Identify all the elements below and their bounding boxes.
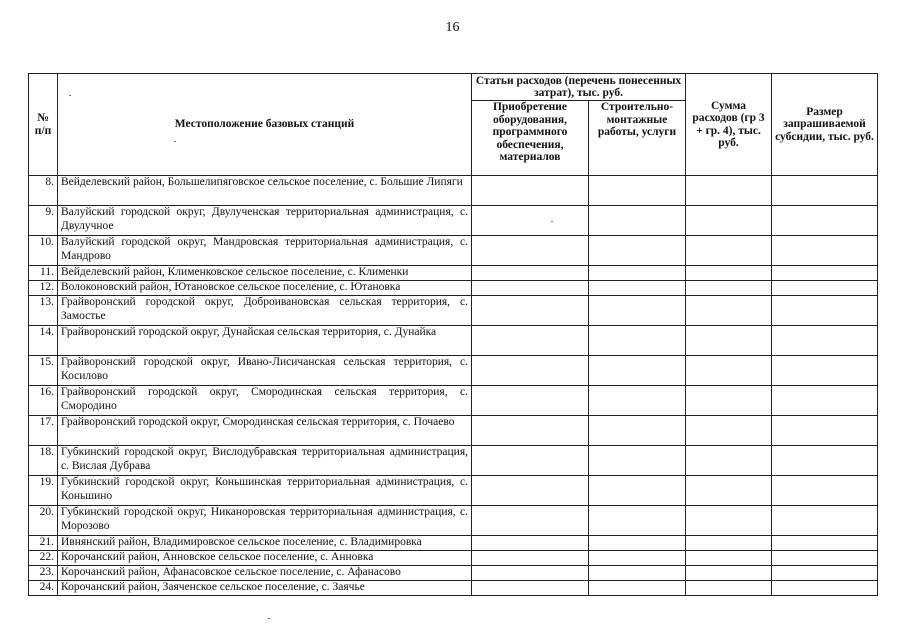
equipment-cell [472, 446, 589, 476]
construction-cell [589, 176, 686, 206]
total-cell [686, 326, 772, 356]
row-location: Корочанский район, Заяченское сельское поселение, с. Заячье [58, 581, 472, 596]
base-stations-table [28, 73, 878, 596]
header-equipment: Приобретение оборудования, программного обеспечения, материалов [472, 101, 589, 176]
table-row [29, 236, 878, 266]
page-number: 16 [445, 20, 460, 35]
table-row [29, 386, 878, 416]
subsidy-cell [772, 356, 878, 386]
total-cell [686, 236, 772, 266]
subsidy-cell [772, 476, 878, 506]
table-body [29, 176, 878, 596]
header-location: Местоположение базовых станций [58, 74, 472, 176]
row-location: Грайворонский городской округ, Доброивановская сельская территория, с. Замостье [58, 296, 472, 326]
construction-cell [589, 326, 686, 356]
construction-cell [589, 296, 686, 326]
table-row [29, 206, 878, 236]
row-number: 8. [29, 176, 58, 206]
row-number: 16. [29, 386, 58, 416]
equipment-cell [472, 416, 589, 446]
equipment-cell [472, 266, 589, 281]
construction-cell [589, 266, 686, 281]
construction-cell [589, 386, 686, 416]
row-location: Ивнянский район, Владимировское сельское поселение, с. Владимировка [58, 536, 472, 551]
total-cell [686, 281, 772, 296]
equipment-cell [472, 296, 589, 326]
row-location: Валуйский городской округ, Двулученская территориальная администрация, с. Двулучное [58, 206, 472, 236]
table-row [29, 551, 878, 566]
row-number: 18. [29, 446, 58, 476]
equipment-cell [472, 356, 589, 386]
equipment-cell [472, 566, 589, 581]
subsidy-cell [772, 266, 878, 281]
row-number: 10. [29, 236, 58, 266]
equipment-cell [472, 536, 589, 551]
construction-cell [589, 416, 686, 446]
row-number: 14. [29, 326, 58, 356]
row-number: 15. [29, 356, 58, 386]
header-num: № п/п [29, 74, 58, 176]
total-cell [686, 446, 772, 476]
row-location: Корочанский район, Афанасовское сельское поселение, с. Афанасово [58, 566, 472, 581]
construction-cell [589, 281, 686, 296]
total-cell [686, 536, 772, 551]
total-cell [686, 206, 772, 236]
total-cell [686, 386, 772, 416]
total-cell [686, 416, 772, 446]
subsidy-cell [772, 326, 878, 356]
table-row [29, 506, 878, 536]
total-cell [686, 266, 772, 281]
row-location: Губкинский городской округ, Вислодубравская территориальная администрация, с. Вислая Дубрава [58, 446, 472, 476]
row-number: 13. [29, 296, 58, 326]
construction-cell [589, 206, 686, 236]
subsidy-cell [772, 506, 878, 536]
row-number: 22. [29, 551, 58, 566]
total-cell [686, 581, 772, 596]
total-cell [686, 356, 772, 386]
construction-cell [589, 566, 686, 581]
construction-cell [589, 356, 686, 386]
row-number: 20. [29, 506, 58, 536]
scan-speck [551, 221, 553, 222]
scan-speck [174, 141, 176, 142]
row-location: Грайворонский городской округ, Ивано-Лисичанская сельская территория, с. Косилово [58, 356, 472, 386]
total-cell [686, 176, 772, 206]
row-number: 21. [29, 536, 58, 551]
row-location: Вейделевский район, Клименковское сельское поселение, с. Клименки [58, 266, 472, 281]
equipment-cell [472, 281, 589, 296]
row-number: 9. [29, 206, 58, 236]
row-number: 11. [29, 266, 58, 281]
row-location: Валуйский городской округ, Мандровская территориальная администрация, с. Мандрово [58, 236, 472, 266]
table-row [29, 446, 878, 476]
row-location: Грайворонский городской округ, Дунайская сельская территория, с. Дунайка [58, 326, 472, 356]
subsidy-cell [772, 581, 878, 596]
row-number: 24. [29, 581, 58, 596]
row-number: 19. [29, 476, 58, 506]
construction-cell [589, 236, 686, 266]
header-subsidy: Размер запрашиваемой субсидии, тыс. руб. [772, 74, 878, 176]
row-location: Вейделевский район, Большелипяговское сельское поселение, с. Большие Липяги [58, 176, 472, 206]
table-row [29, 326, 878, 356]
subsidy-cell [772, 386, 878, 416]
construction-cell [589, 506, 686, 536]
table-row [29, 266, 878, 281]
equipment-cell [472, 551, 589, 566]
scan-speck [69, 95, 71, 96]
subsidy-cell [772, 446, 878, 476]
equipment-cell [472, 326, 589, 356]
subsidy-cell [772, 566, 878, 581]
row-location: Губкинский городской округ, Никаноровская территориальная администрация, с. Морозово [58, 506, 472, 536]
header-expenses-group: Статьи расходов (перечень понесенных затрат), тыс. руб. [472, 74, 686, 101]
subsidy-cell [772, 206, 878, 236]
table-row [29, 281, 878, 296]
construction-cell [589, 551, 686, 566]
row-location: Корочанский район, Анновское сельское поселение, с. Анновка [58, 551, 472, 566]
table-row [29, 356, 878, 386]
subsidy-cell [772, 416, 878, 446]
row-number: 17. [29, 416, 58, 446]
scan-speck [268, 618, 270, 619]
subsidy-cell [772, 536, 878, 551]
total-cell [686, 566, 772, 581]
row-location: Грайворонский городской округ, Смородинская сельская территория, с. Смородино [58, 386, 472, 416]
equipment-cell [472, 236, 589, 266]
equipment-cell [472, 206, 589, 236]
subsidy-cell [772, 281, 878, 296]
equipment-cell [472, 476, 589, 506]
total-cell [686, 551, 772, 566]
table-header [29, 74, 878, 176]
table-row [29, 566, 878, 581]
table-row [29, 536, 878, 551]
subsidy-cell [772, 296, 878, 326]
equipment-cell [472, 176, 589, 206]
subsidy-cell [772, 176, 878, 206]
construction-cell [589, 581, 686, 596]
row-number: 23. [29, 566, 58, 581]
table-row [29, 296, 878, 326]
construction-cell [589, 536, 686, 551]
subsidy-cell [772, 236, 878, 266]
row-location: Грайворонский городской округ, Смородинская сельская территория, с. Почаево [58, 416, 472, 446]
construction-cell [589, 476, 686, 506]
header-construction: Строительно-монтажные работы, услуги [589, 101, 686, 176]
table-row [29, 416, 878, 446]
row-number: 12. [29, 281, 58, 296]
total-cell [686, 476, 772, 506]
table-row [29, 176, 878, 206]
equipment-cell [472, 506, 589, 536]
row-location: Волоконовский район, Ютановское сельское поселение, с. Ютановка [58, 281, 472, 296]
table-row [29, 581, 878, 596]
total-cell [686, 296, 772, 326]
header-total: Сумма расходов (гр 3 + гр. 4), тыс. руб. [686, 74, 772, 176]
row-location: Губкинский городской округ, Коньшинская территориальная администрация, с. Коньшино [58, 476, 472, 506]
equipment-cell [472, 581, 589, 596]
construction-cell [589, 446, 686, 476]
subsidy-cell [772, 551, 878, 566]
equipment-cell [472, 386, 589, 416]
total-cell [686, 506, 772, 536]
table-row [29, 476, 878, 506]
